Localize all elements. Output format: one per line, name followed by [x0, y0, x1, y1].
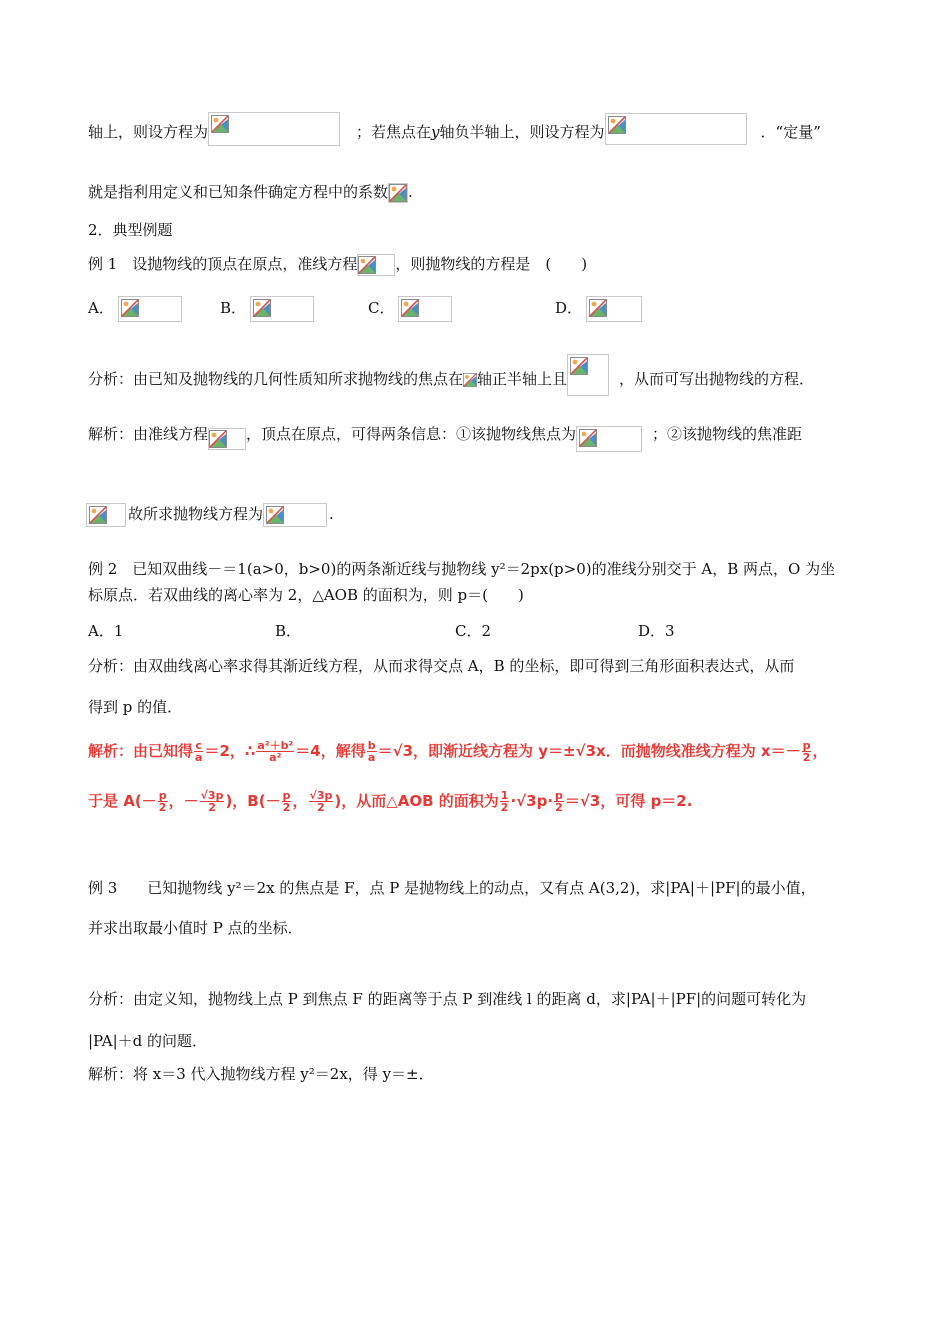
text-span: ＝√3，可得 p＝2.	[564, 792, 693, 810]
example-2-question-line-1: 例 2 已知双曲线－＝1(a>0，b>0)的两条渐近线与抛物线 y²＝2px(p>0)的准线分别交于 A，B 两点，O 为坐	[88, 560, 836, 578]
fraction-denominator: 2	[208, 801, 216, 814]
fraction-numerator: p	[802, 739, 811, 752]
formula-image-placeholder	[398, 296, 452, 322]
text-line-2	[88, 182, 413, 203]
fraction-numerator: √3p	[200, 789, 224, 802]
formula-image-placeholder	[208, 428, 246, 450]
text-span: 故所求抛物线方程为	[128, 505, 264, 523]
formula-image-placeholder	[463, 373, 477, 387]
text-span: ，	[812, 742, 828, 760]
formula-image-placeholder	[357, 254, 395, 276]
option-label: B．	[220, 299, 247, 317]
example-2-option-a: A．1	[88, 622, 124, 640]
broken-image-icon	[266, 506, 284, 524]
text-span: ，从而可写出抛物线的方程．	[619, 370, 815, 388]
formula-image-placeholder	[263, 503, 327, 527]
broken-image-icon	[463, 373, 477, 387]
option-label: D．	[555, 299, 583, 317]
text-span: .	[408, 183, 413, 201]
text-span: 轴负半轴上，则设方程为	[439, 123, 605, 141]
text-span: ；若焦点在	[356, 123, 432, 141]
text-span: 例 1 设抛物线的顶点在	[88, 255, 253, 273]
example-2-option-b: B．	[275, 622, 302, 640]
example-2-option-c: C．2	[455, 622, 492, 640]
broken-image-icon	[89, 506, 107, 524]
text-line-1	[88, 120, 821, 146]
formula-image-placeholder	[86, 503, 126, 527]
fraction-numerator: a²＋b²	[257, 739, 294, 752]
fraction-denominator: 2	[802, 751, 811, 764]
option-label: A．	[88, 299, 114, 317]
fraction-numerator: p	[282, 789, 291, 802]
fraction-denominator: a	[367, 751, 376, 764]
text-span: ＝4，解得	[295, 742, 366, 760]
fraction-numerator: p	[555, 789, 563, 802]
fraction	[367, 740, 377, 763]
example-2-option-d: D．3	[638, 622, 675, 640]
broken-image-icon	[579, 429, 597, 447]
text-span: )，B(－	[225, 792, 281, 810]
text-span: 解析：由准线方程	[88, 425, 209, 443]
text-span: ，	[292, 792, 308, 810]
fraction-denominator: 2	[158, 801, 167, 814]
formula-image-placeholder	[567, 354, 609, 396]
broken-image-icon	[389, 184, 407, 202]
formula-image-placeholder	[388, 183, 408, 203]
text-span: 就是指利用定义和已知条件确定方程中的系数	[88, 183, 389, 201]
example-2-solution-line-1	[88, 740, 828, 763]
fraction	[802, 740, 812, 763]
text-span: ，则抛物线的方程是 ( )	[395, 255, 588, 273]
fraction-numerator: c	[195, 739, 202, 752]
example-1-solution	[88, 418, 802, 452]
broken-image-icon	[589, 299, 607, 317]
text-span: ＝√3，即渐近线方程为 y＝±√3x．而抛物线准线方程为 x＝－	[377, 742, 801, 760]
fraction	[256, 740, 294, 763]
text-span: .	[329, 505, 334, 523]
example-1-option-b	[220, 296, 314, 322]
text-span: y	[431, 123, 440, 141]
fraction	[500, 790, 510, 813]
broken-image-icon	[608, 116, 626, 134]
text-span: 轴正半轴上且	[477, 370, 568, 388]
option-label: C．	[368, 299, 395, 317]
example-3-question-line-2: 并求出取最小值时 P 点的坐标．	[88, 919, 303, 937]
broken-image-icon	[570, 357, 588, 375]
fraction	[194, 740, 203, 763]
fraction	[200, 790, 225, 813]
text-span: 于是 A(－	[88, 792, 157, 810]
formula-image-placeholder	[208, 112, 340, 146]
fraction	[309, 790, 334, 813]
text-span: ．“定量”	[760, 123, 821, 141]
section-heading: 2．典型例题	[88, 221, 173, 239]
broken-image-icon	[209, 430, 227, 448]
formula-image-placeholder	[605, 113, 747, 145]
text-span: ·√3p·	[510, 792, 554, 810]
example-1-option-a	[88, 296, 182, 322]
example-2-analysis-line-2: 得到 p 的值．	[88, 698, 183, 716]
example-3-analysis-line-1: 分析：由定义知，抛物线上点 P 到焦点 F 的距离等于点 P 到准线 l 的距离 d，求|PA|＋|PF|的问题可转化为	[88, 990, 807, 1008]
formula-image-placeholder	[586, 296, 642, 322]
text-span: ，－	[168, 792, 199, 810]
text-span: ＝2，∴	[204, 742, 256, 760]
example-1-analysis	[88, 364, 814, 396]
fraction	[158, 790, 168, 813]
fraction-numerator: √3p	[309, 789, 333, 802]
fraction-denominator: 2	[500, 801, 509, 814]
fraction-denominator: a²	[269, 751, 282, 764]
example-1-question	[88, 254, 587, 276]
fraction	[554, 790, 564, 813]
example-3-analysis-line-2: |PA|＋d 的问题．	[88, 1032, 208, 1050]
text-span: ，顶点在原点，可得两条信息：①该抛物线焦点为	[246, 425, 577, 443]
broken-image-icon	[253, 299, 271, 317]
broken-image-icon	[358, 256, 376, 274]
formula-image-placeholder	[118, 296, 182, 322]
broken-image-icon	[401, 299, 419, 317]
text-span: ；②该抛物线的焦准距	[652, 425, 803, 443]
example-3-question-line-1: 例 3 已知抛物线 y²＝2x 的焦点是 F，点 P 是抛物线上的动点，又有点 A(3,2)，求|PA|＋|PF|的最小值，	[88, 879, 816, 897]
fraction-denominator: 2	[317, 801, 325, 814]
broken-image-icon	[211, 115, 229, 133]
example-2-analysis-line-1: 分析：由双曲线离心率求得其渐近线方程，从而求得交点 A，B 的坐标，即可得到三角形面积表达式，从而	[88, 657, 795, 675]
fraction-denominator: a	[195, 751, 203, 764]
fraction	[282, 790, 292, 813]
fraction-numerator: p	[158, 789, 167, 802]
example-3-solution: 解析：将 x＝3 代入抛物线方程 y²＝2x，得 y＝±．	[88, 1065, 434, 1083]
example-2-question-line-2: 标原点．若双曲线的离心率为 2，△AOB 的面积为，则 p＝( )	[88, 586, 524, 604]
fraction-numerator: 1	[500, 789, 509, 802]
text-span: 分析：由已知及抛物线的几何性质知所求抛物线的焦点在	[88, 370, 464, 388]
formula-image-placeholder	[250, 296, 314, 322]
example-1-answer	[86, 503, 334, 527]
text-span: 原点，准线方程	[252, 255, 358, 273]
fraction-denominator: 2	[282, 801, 291, 814]
text-span: 轴上，则设方程为	[88, 123, 209, 141]
text-span: 解析：由已知得	[88, 742, 194, 760]
broken-image-icon	[121, 299, 139, 317]
example-1-option-d	[555, 296, 642, 322]
formula-image-placeholder	[576, 426, 642, 452]
example-2-solution-line-2	[88, 790, 692, 813]
text-span: )，从而△AOB 的面积为	[334, 792, 499, 810]
example-1-option-c	[368, 296, 452, 322]
fraction-numerator: b	[367, 739, 376, 752]
fraction-denominator: 2	[555, 801, 563, 814]
